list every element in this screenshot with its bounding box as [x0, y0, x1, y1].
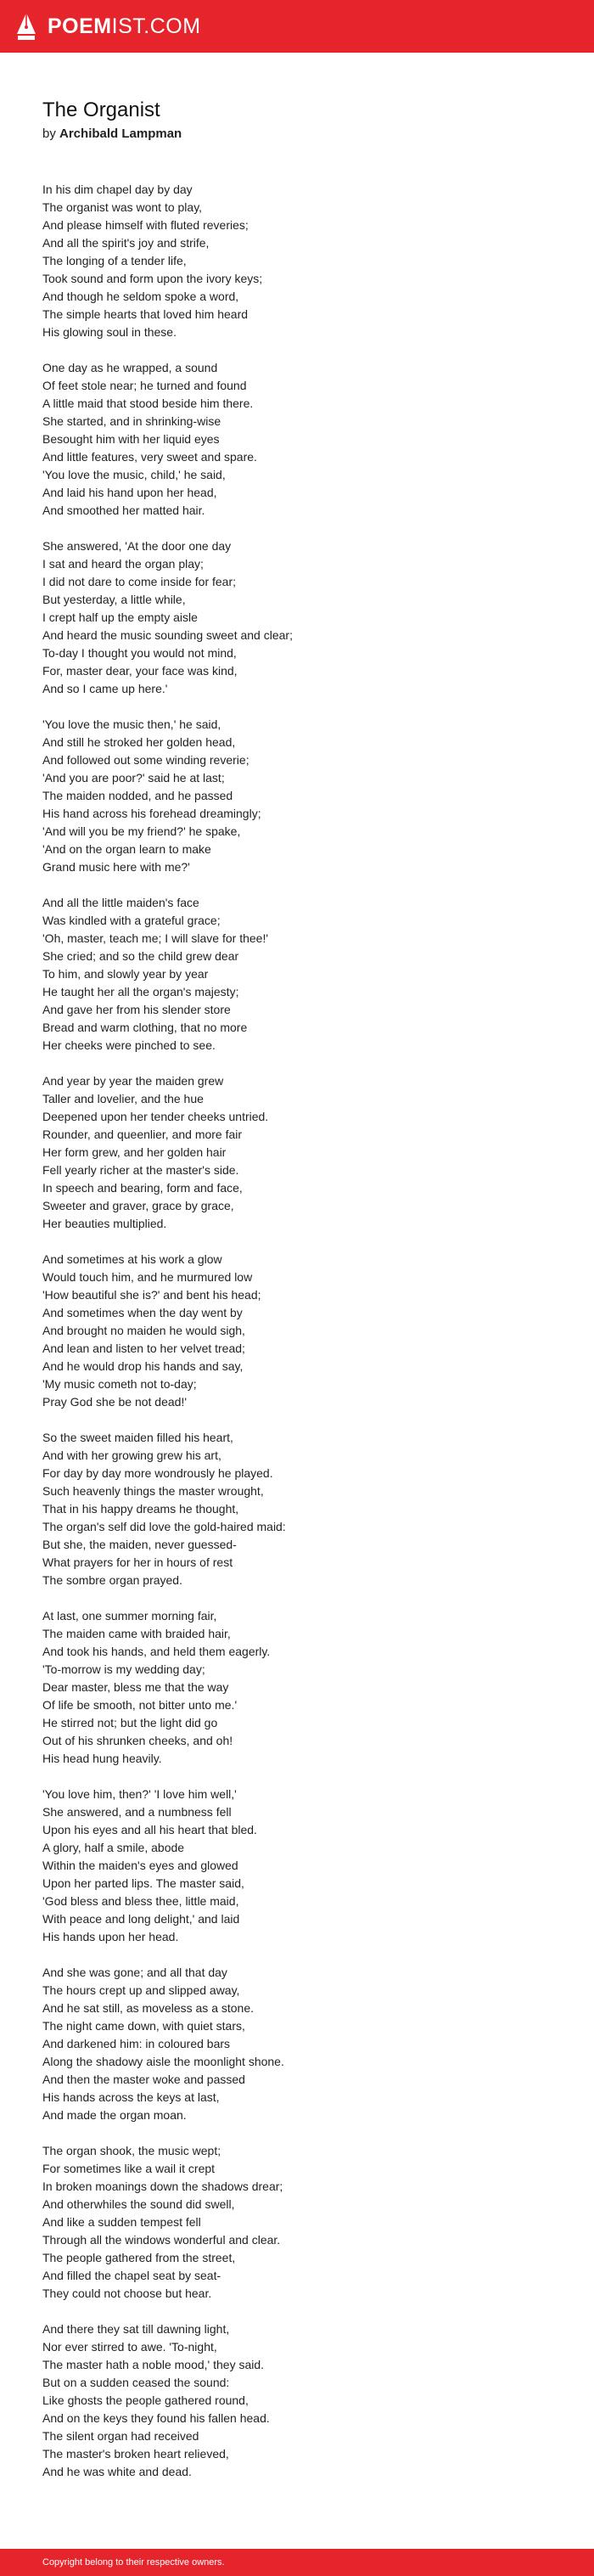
poem-line: And he sat still, as moveless as a stone.	[42, 2001, 255, 2015]
poem-line: Upon his eyes and all his heart that bled.	[42, 1823, 257, 1836]
poem-stanza	[42, 537, 552, 698]
poem-line: 'You love the music then,' he said,	[42, 717, 221, 731]
brand-name-rest: IST.COM	[111, 14, 201, 38]
poem-line: And laid his hand upon her head,	[42, 486, 217, 499]
poem-line: The night came down, with quiet stars,	[42, 2019, 245, 2033]
footer-copyright: Copyright belong to their respective owners.	[42, 2557, 225, 2568]
poem-line: And though he seldom spoke a word,	[42, 290, 239, 303]
poem-line: But yesterday, a little while,	[42, 593, 186, 606]
poem-line: The simple hearts that loved him heard	[42, 307, 249, 321]
poem-line: And like a sudden tempest fell	[42, 2215, 201, 2229]
poem-line: 'And will you be my friend?' he spake,	[42, 824, 241, 838]
poem-line: And little features, very sweet and spare.	[42, 450, 257, 464]
poem-line: Sweeter and graver, grace by grace,	[42, 1199, 234, 1212]
poem-line: The hours crept up and slipped away,	[42, 1983, 240, 1997]
poem-line: And gave her from his slender store	[42, 1003, 231, 1016]
poem-line: The master hath a noble mood,' they said.	[42, 2358, 265, 2371]
poem-line: Within the maiden's eyes and glowed	[42, 1859, 238, 1872]
poem-line: And darkened him: in coloured bars	[42, 2037, 231, 2050]
poem-line: The maiden came with braided hair,	[42, 1627, 231, 1640]
poem-line: And sometimes at his work a glow	[42, 1252, 222, 1266]
poem-line: Besought him with her liquid eyes	[42, 432, 220, 446]
poem-line: Her form grew, and her golden hair	[42, 1145, 227, 1159]
poem-line: And made the organ moan.	[42, 2108, 187, 2122]
poem-line: They could not choose but hear.	[42, 2286, 212, 2300]
poem-line: And took his hands, and held them eagerly.	[42, 1645, 271, 1658]
poem-line: 'How beautiful she is?' and bent his head;	[42, 1288, 261, 1302]
poem-line: Out of his shrunken cheeks, and oh!	[42, 1734, 233, 1747]
poem-line: 'God bless and bless thee, little maid,	[42, 1894, 239, 1908]
poem-line: Dear master, bless me that the way	[42, 1680, 229, 1694]
poem-line: I crept half up the empty aisle	[42, 610, 198, 624]
poem-line: Of feet stole near; he turned and found	[42, 379, 247, 392]
poem-line: And brought no maiden he would sigh,	[42, 1324, 245, 1337]
poem-line: For day by day more wondrously he played.	[42, 1466, 273, 1480]
poem-line: And please himself with fluted reveries;	[42, 218, 249, 232]
poem-line: And smoothed her matted hair.	[42, 503, 205, 517]
poem-stanza	[42, 1964, 552, 2124]
poem-line: 'And you are poor?' said he at last;	[42, 771, 225, 785]
poem-line: But on a sudden ceased the sound:	[42, 2376, 230, 2389]
poem-line: The sombre organ prayed.	[42, 1573, 182, 1587]
poem-stanza	[42, 2142, 552, 2303]
poem-line: She started, and in shrinking-wise	[42, 414, 221, 428]
poem-line: And lean and listen to her velvet tread;	[42, 1341, 245, 1355]
poem-line: Her cheeks were pinched to see.	[42, 1038, 216, 1052]
poem-byline	[42, 126, 552, 143]
brand-name	[48, 14, 201, 39]
poem-line: His hands across the keys at last,	[42, 2090, 220, 2104]
poem-line: And filled the chapel seat by seat-	[42, 2269, 221, 2282]
poem-line: 'And on the organ learn to make	[42, 842, 211, 856]
poem-content	[42, 98, 552, 2499]
poem-line: Along the shadowy aisle the moonlight shone.	[42, 2055, 284, 2068]
poem-line: Taller and lovelier, and the hue	[42, 1092, 204, 1105]
poem-line: His glowing soul in these.	[42, 325, 177, 339]
poem-line: The people gathered from the street,	[42, 2251, 236, 2264]
poem-line: I sat and heard the organ play;	[42, 557, 204, 571]
poem-stanza	[42, 2320, 552, 2481]
poem-line: The organ shook, the music wept;	[42, 2144, 221, 2157]
poem-line: Bread and warm clothing, that no more	[42, 1021, 248, 1034]
poem-line: And still he stroked her golden head,	[42, 735, 236, 749]
site-footer	[0, 2549, 594, 2576]
poem-line: 'To-morrow is my wedding day;	[42, 1662, 205, 1676]
poem-line: I did not dare to come inside for fear;	[42, 575, 237, 588]
poem-line: Deepened upon her tender cheeks untried.	[42, 1110, 269, 1123]
poem-line: His hand across his forehead dreamingly;	[42, 807, 261, 820]
poem-line: For, master dear, your face was kind,	[42, 664, 238, 678]
poem-line: And on the keys they found his fallen head.	[42, 2411, 270, 2425]
poem-stanza	[42, 1607, 552, 1768]
site-logo[interactable]	[15, 0, 201, 53]
poem-line: And then the master woke and passed	[42, 2073, 245, 2086]
poem-line: The organist was wont to play,	[42, 200, 203, 214]
poem-stanza	[42, 1251, 552, 1411]
poem-line: And followed out some winding reverie;	[42, 753, 249, 767]
poem-body	[42, 181, 552, 2481]
poem-line: With peace and long delight,' and laid	[42, 1912, 240, 1926]
poem-line: He stirred not; but the light did go	[42, 1716, 218, 1730]
poem-line: That in his happy dreams he thought,	[42, 1502, 239, 1516]
poem-line: To him, and slowly year by year	[42, 967, 209, 981]
poem-line: Would touch him, and he murmured low	[42, 1270, 253, 1284]
poem-line: A little maid that stood beside him there.	[42, 397, 254, 410]
poem-line: In broken moanings down the shadows drear;	[42, 2179, 283, 2193]
poem-line: The master's broken heart relieved,	[42, 2447, 229, 2461]
poem-line: In speech and bearing, form and face,	[42, 1181, 243, 1195]
poem-line: And heard the music sounding sweet and clear;	[42, 628, 293, 642]
poem-line: And sometimes when the day went by	[42, 1306, 243, 1319]
poem-line: What prayers for her in hours of rest	[42, 1555, 233, 1569]
poem-line: Such heavenly things the master wrought,	[42, 1484, 264, 1498]
poem-line: And he would drop his hands and say,	[42, 1359, 244, 1373]
poem-line: The organ's self did love the gold-haired maid:	[42, 1520, 286, 1533]
poem-line: And all the little maiden's face	[42, 896, 199, 909]
poem-line: To-day I thought you would not mind,	[42, 646, 237, 660]
poem-line: 'Oh, master, teach me; I will slave for thee!'	[42, 931, 269, 945]
poem-line: His head hung heavily.	[42, 1752, 162, 1765]
pen-nib-icon	[15, 12, 37, 41]
poem-line: Like ghosts the people gathered round,	[42, 2393, 249, 2407]
poem-line: She cried; and so the child grew dear	[42, 949, 239, 963]
poem-stanza	[42, 181, 552, 341]
poem-line: 'My music cometh not to-day;	[42, 1377, 197, 1391]
poem-line: And otherwhiles the sound did swell,	[42, 2197, 235, 2211]
poem-line: Upon her parted lips. The master said,	[42, 1876, 244, 1890]
poem-line: Pray God she be not dead!'	[42, 1395, 188, 1409]
poem-line: But she, the maiden, never guessed-	[42, 1538, 237, 1551]
poem-line: Of life be smooth, not bitter unto me.'	[42, 1698, 238, 1712]
poem-line: Through all the windows wonderful and clear.	[42, 2233, 281, 2247]
poem-stanza	[42, 894, 552, 1055]
poem-line: In his dim chapel day by day	[42, 183, 193, 196]
poem-line: A glory, half a smile, abode	[42, 1841, 185, 1854]
poem-line: And with her growing grew his art,	[42, 1448, 221, 1462]
poem-line: And she was gone; and all that day	[42, 1966, 227, 1979]
byline-label: by	[42, 127, 56, 141]
poem-line: Was kindled with a grateful grace;	[42, 914, 221, 927]
poem-line: So the sweet maiden filled his heart,	[42, 1431, 233, 1444]
poem-stanza	[42, 359, 552, 520]
poem-line: Took sound and form upon the ivory keys;	[42, 272, 263, 285]
poem-line: He taught her all the organ's majesty;	[42, 985, 239, 998]
brand-name-bold: POEM	[48, 14, 112, 38]
poem-line: And he was white and dead.	[42, 2465, 192, 2478]
poem-title: The Organist	[42, 98, 160, 121]
poem-line: The maiden nodded, and he passed	[42, 789, 233, 802]
poem-stanza	[42, 1429, 552, 1589]
poem-line: The longing of a tender life,	[42, 254, 187, 267]
poem-author[interactable]: Archibald Lampman	[59, 127, 182, 141]
site-header	[0, 0, 594, 53]
poem-line: 'You love him, then?' 'I love him well,'	[42, 1787, 237, 1801]
poem-line: 'You love the music, child,' he said,	[42, 468, 226, 481]
poem-line: And there they sat till dawning light,	[42, 2322, 230, 2336]
poem-line: Rounder, and queenlier, and more fair	[42, 1128, 243, 1141]
poem-stanza	[42, 1072, 552, 1233]
poem-line: Nor ever stirred to awe. 'To-night,	[42, 2340, 217, 2354]
poem-line: The silent organ had received	[42, 2429, 199, 2443]
poem-line: At last, one summer morning fair,	[42, 1609, 217, 1623]
poem-line: Fell yearly richer at the master's side.	[42, 1163, 239, 1177]
poem-line: And year by year the maiden grew	[42, 1074, 224, 1088]
poem-line: She answered, and a numbness fell	[42, 1805, 232, 1819]
poem-line: For sometimes like a wail it crept	[42, 2162, 216, 2175]
poem-line: One day as he wrapped, a sound	[42, 361, 218, 374]
poem-line: Grand music here with me?'	[42, 860, 190, 874]
poem-line: Her beauties multiplied.	[42, 1217, 167, 1230]
poem-line: And so I came up here.'	[42, 682, 168, 695]
poem-line: She answered, 'At the door one day	[42, 539, 232, 553]
poem-stanza	[42, 1786, 552, 1946]
poem-line: And all the spirit's joy and strife,	[42, 236, 210, 250]
poem-line: His hands upon her head.	[42, 1930, 179, 1943]
poem-stanza	[42, 716, 552, 876]
